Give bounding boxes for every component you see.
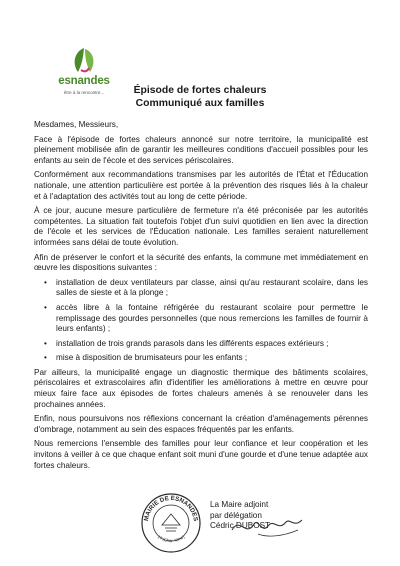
paragraph-1: Face à l'épisode de fortes chaleurs annoncé sur notre territoire, la municipalité est pleinement mobilisée afin de garantir les meilleures conditions d'accueil possibles pour les enfants au sein de l'école et des services périscolaires.: [34, 134, 368, 165]
signature-name: Cédric DUBOST: [210, 521, 271, 530]
logo-name: esnandes: [58, 75, 110, 87]
list-item: • installation de trois grands parasols dans les différents espaces extérieurs ;: [34, 339, 368, 350]
list-item: • accès libre à la fontaine réfrigérée du restaurant scolaire pour permettre le remplissage des gourdes personnelles (que nous remercions les familles de fournir à leurs enfants) ;: [34, 303, 368, 335]
svg-text:17 (Char. Mme): [157, 534, 186, 543]
measures-list: [34, 278, 368, 364]
signature-delegation: par délégation: [210, 510, 262, 520]
paragraph-6: Enfin, nous poursuivons nos réflexions concernant la création d'aménagements pérennes d'ombrage, notamment au sein des espaces fréquentés par les enfants.: [34, 414, 368, 434]
page-subtitle: Communiqué aux familles: [135, 98, 265, 109]
handwritten-signature: [228, 508, 308, 548]
mairie-stamp: [140, 492, 202, 554]
list-item: • mise à disposition de brumisateurs pour les enfants ;: [34, 353, 368, 364]
paragraph-3: À ce jour, aucune mesure particulière de fermeture n'a été préconisée par les autorités compétentes. La situation fait toutefois l'objet d'un suivi quotidien en lien avec la direction de l'école et les services de l'Éducation nationale. Les familles seraient naturellement informées sans délai de toute évolution.: [34, 206, 368, 247]
logo-tagline: être à la rencontre...: [63, 90, 105, 95]
signature-role: La Maire adjoint: [210, 500, 269, 509]
logo-leaf-icon: [54, 46, 114, 76]
paragraph-4: Afin de préserver le confort et la sécurité des enfants, la commune met immédiatement en œuvre les dispositions suivantes :: [34, 252, 368, 273]
letter-body: [34, 120, 368, 475]
salutation: Mesdames, Messieurs,: [34, 120, 119, 129]
paragraph-5: Par ailleurs, la municipalité engage un diagnostic thermique des bâtiments scolaires, périscolaires et extrascolaires afin d'identifier les améliorations à mettre en œuvre pour mieux faire face aux épisodes de fortes chaleurs amenés à se renouveler dans les prochaines années.: [34, 367, 368, 409]
stamp-subtext: 17 (Char. Mme): [156, 534, 186, 544]
svg-text:MAIRIE DE ESNANDES: [143, 495, 199, 522]
paragraph-2: Conformément aux recommandations transmises par les autorités de l'État et l'Éducation nationale, une attention particulière est portée à la prévention des risques liés à la chaleur et à l'adaptation des activités tout au long de cette période.: [34, 170, 368, 201]
stamp-text: MAIRIE DE ESNANDES: [143, 494, 199, 522]
page-title: Épisode de fortes chaleurs: [133, 85, 267, 96]
paragraph-7: Nous remercions l'ensemble des familles pour leur confiance et leur coopération et les invitons à veiller à ce que chaque enfant soit muni d'une gourde et d'une tenue adaptée aux fortes chaleurs.: [34, 439, 368, 470]
list-item: • installation de deux ventilateurs par classe, ainsi qu'au restaurant scolaire, dans les salles de sieste et à la plonge ;: [34, 278, 368, 299]
